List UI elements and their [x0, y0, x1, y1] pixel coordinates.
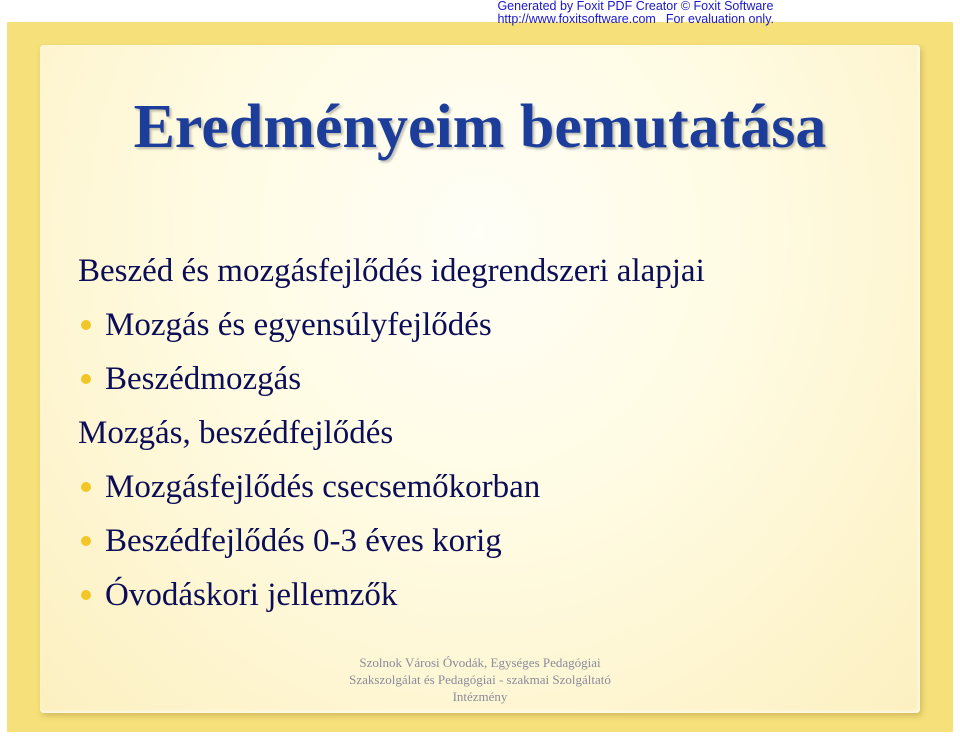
- bullet-icon: [81, 482, 91, 492]
- watermark-note: For evaluation only.: [665, 12, 774, 26]
- bullet-icon: [81, 536, 91, 546]
- bullet-icon: [81, 590, 91, 600]
- footer-line: Szakszolgálat és Pedagógiai - szakmai Szolgáltató: [349, 672, 611, 687]
- footer-line: Intézmény: [452, 689, 508, 704]
- list-item: Mozgásfejlődés csecsemőkorban: [105, 469, 541, 505]
- footer-line: Szolnok Városi Óvodák, Egységes Pedagógiai: [359, 655, 601, 670]
- slide-footer: [330, 654, 630, 705]
- bullet-icon: [81, 374, 91, 384]
- watermark-line-2: [497, 13, 774, 26]
- slide-title: Eredményeim bemutatása: [133, 93, 827, 161]
- bullet-icon: [81, 320, 91, 330]
- list-item: Beszédmozgás: [105, 361, 302, 397]
- list-item: Beszédfejlődés 0-3 éves korig: [105, 523, 502, 559]
- section-heading: Beszéd és mozgásfejlődés idegrendszeri alapjai: [78, 253, 705, 289]
- list-item: Mozgás és egyensúlyfejlődés: [105, 307, 492, 343]
- section-heading: Mozgás, beszédfejlődés: [78, 415, 394, 451]
- watermark-line: Generated by Foxit PDF Creator © Foxit Software: [497, 0, 774, 13]
- pdf-watermark: [497, 0, 774, 26]
- list-item: Óvodáskori jellemzők: [105, 577, 398, 613]
- watermark-url: http://www.foxitsoftware.com: [497, 12, 656, 26]
